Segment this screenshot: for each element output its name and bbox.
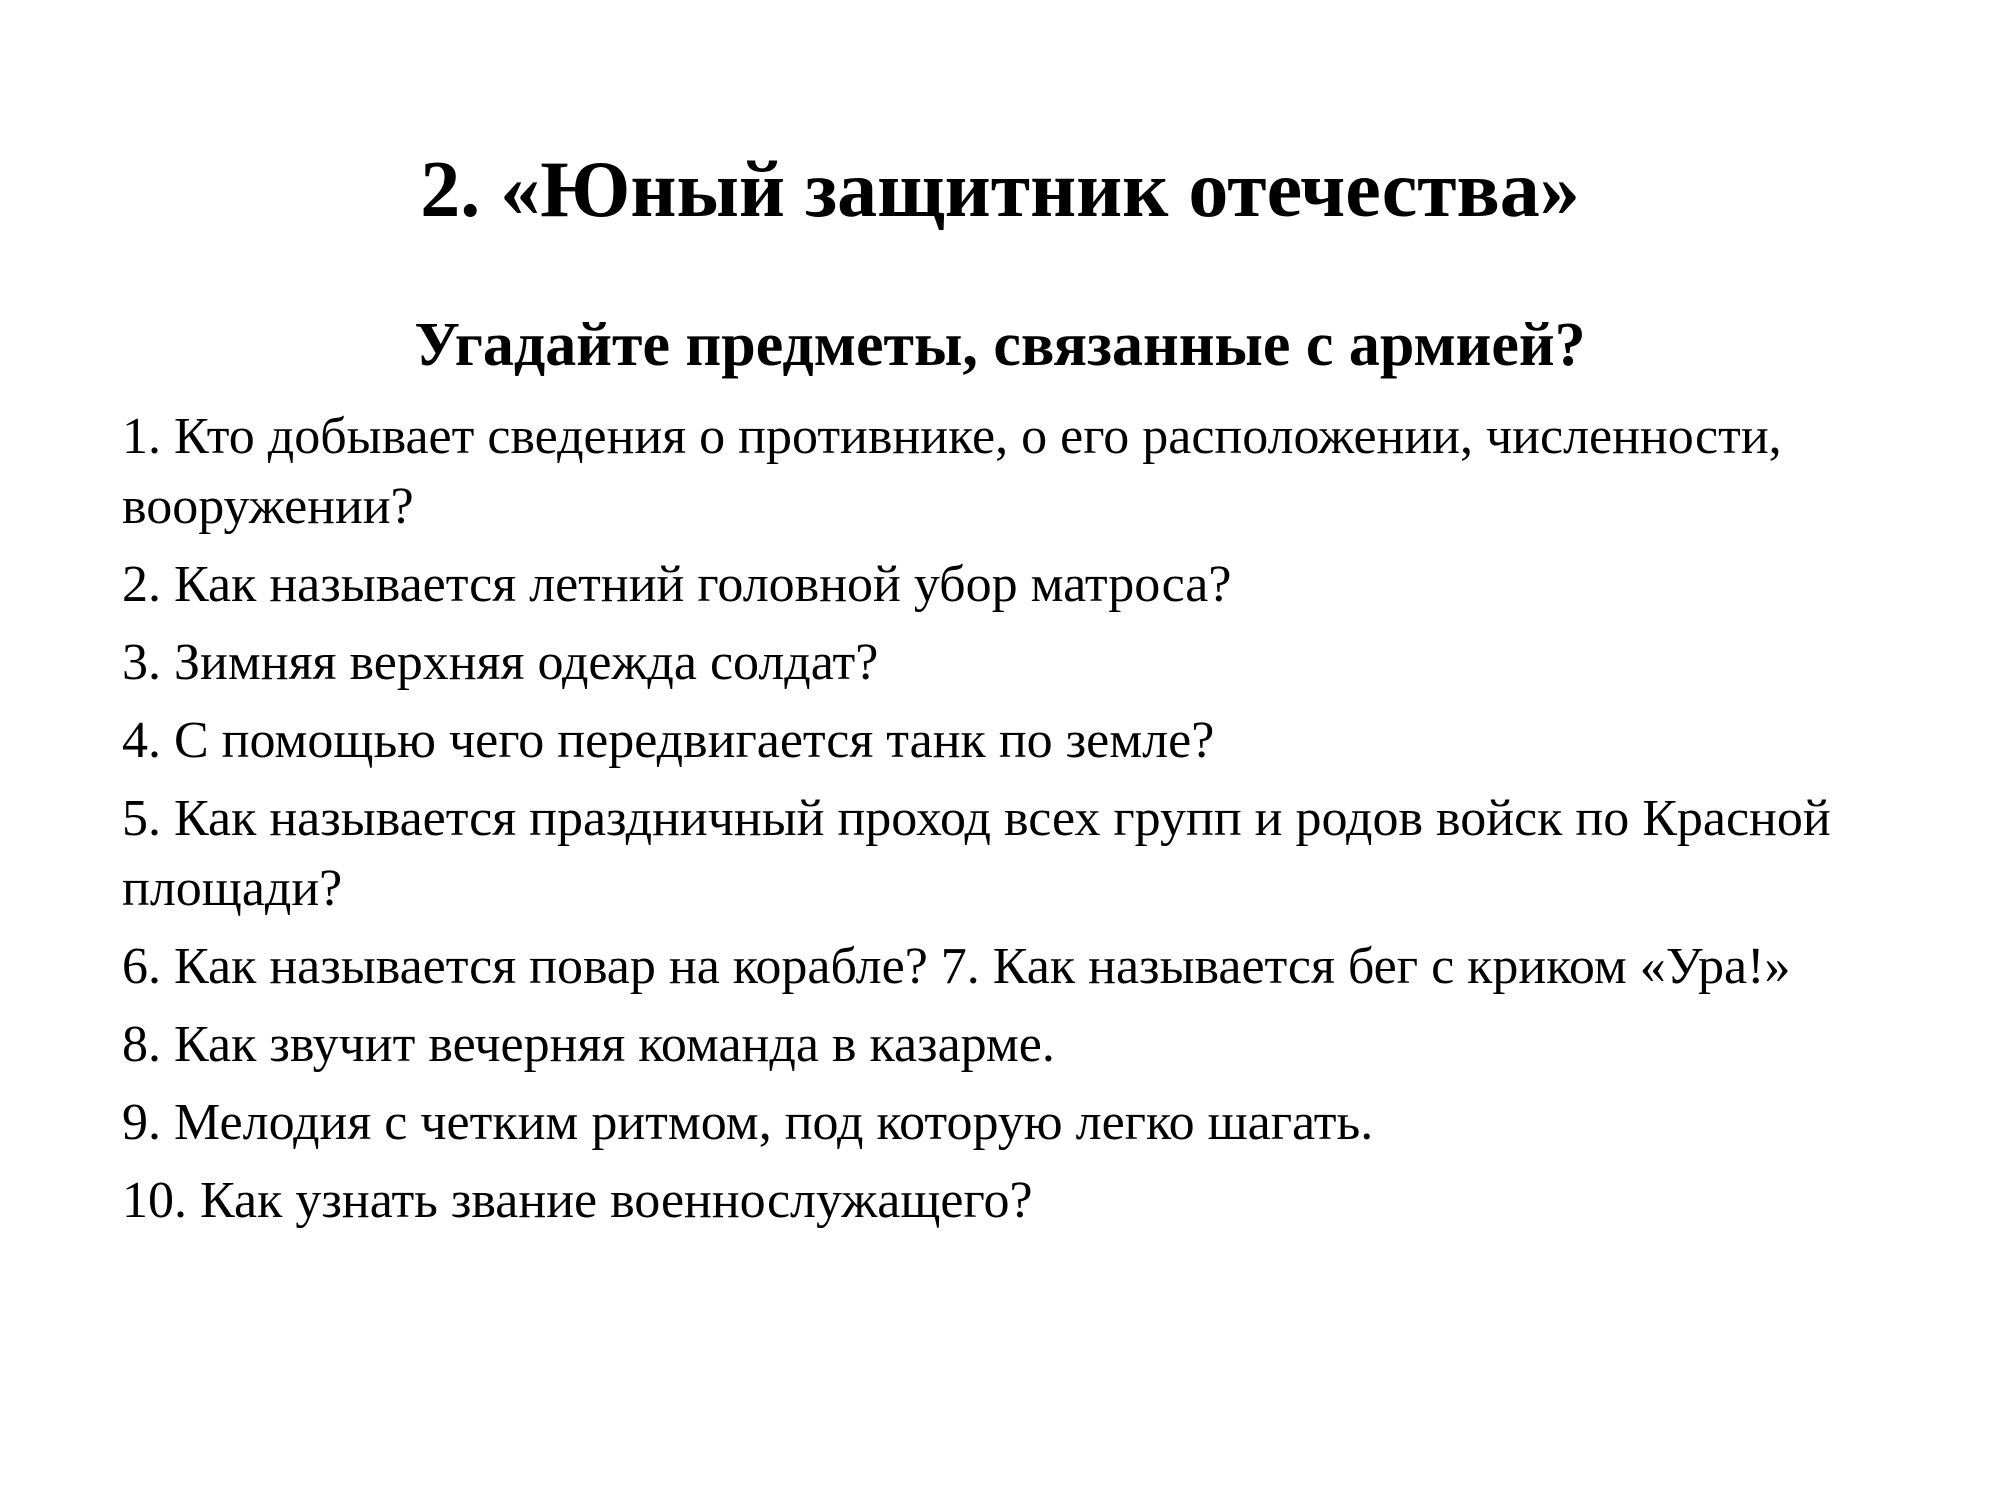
slide-subtitle: Угадайте предметы, связанные с армией?: [414, 311, 1586, 379]
question-item: 9. Мелодия с четким ритмом, под которую легко шагать.: [122, 1094, 1374, 1151]
question-item: 6. Как называется повар на корабле? 7. Как называется бег с криком «Ура!»: [122, 938, 1791, 995]
question-item: 8. Как звучит вечерняя команда в казарме.: [122, 1016, 1055, 1073]
question-item: 3. Зимняя верхняя одежда солдат?: [122, 634, 879, 691]
slide-title: 2. «Юный защитник отечества»: [420, 146, 1580, 234]
question-item: 5. Как называется праздничный проход всех групп и родов войск по Красной площади?: [122, 790, 1831, 917]
question-item: 10. Как узнать звание военнослужащего?: [122, 1172, 1033, 1229]
question-item: 4. С помощью чего передвигается танк по земле?: [122, 712, 1215, 769]
question-list: [122, 402, 1922, 1244]
question-item: 2. Как называется летний головной убор матроса?: [122, 556, 1232, 613]
question-item: 1. Кто добывает сведения о противнике, о его расположении, численности, вооружении?: [122, 408, 1782, 535]
